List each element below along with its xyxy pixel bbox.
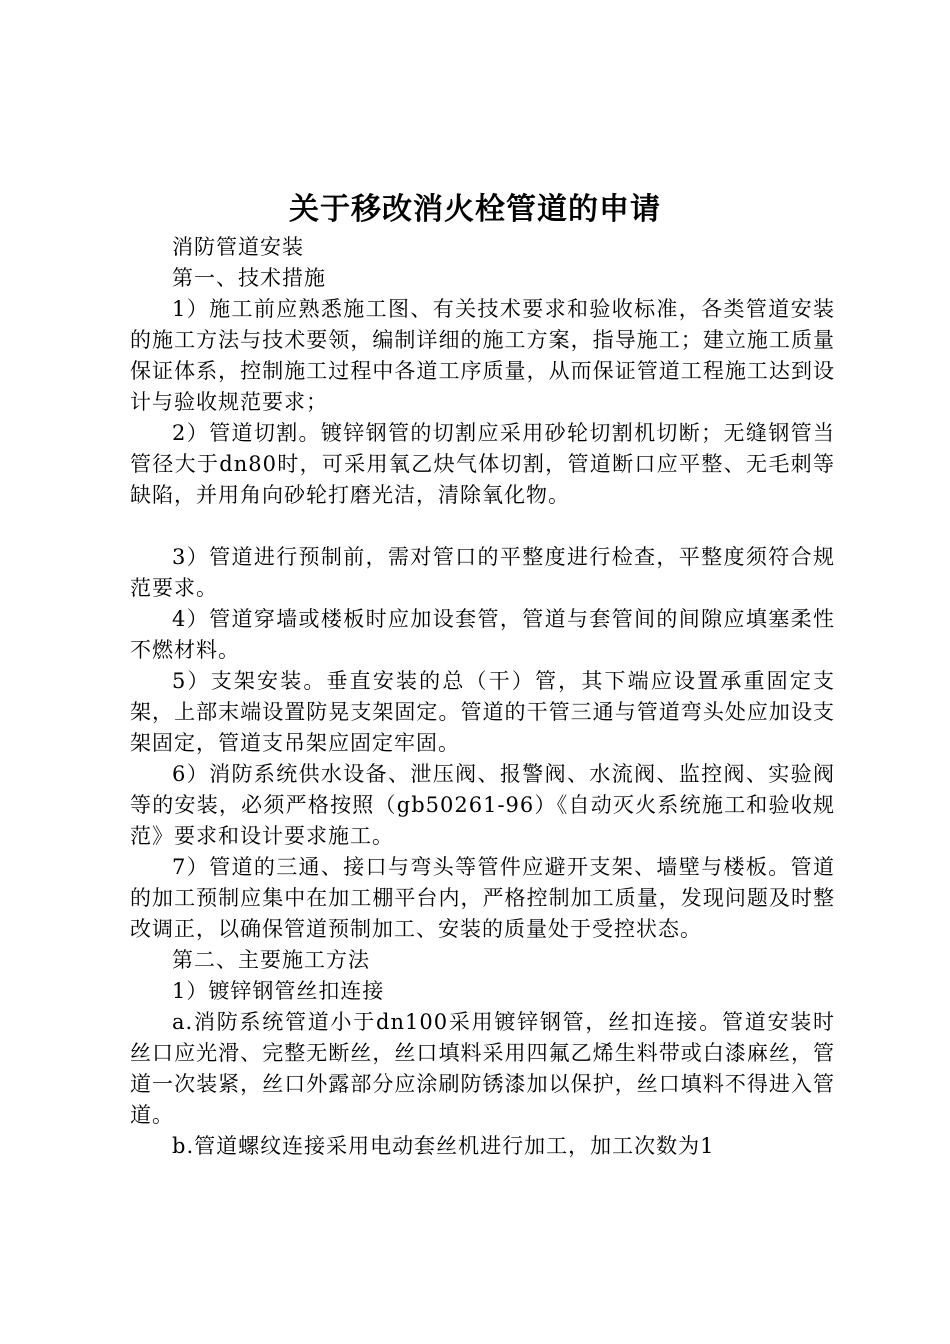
subsection-heading: 1）镀锌钢管丝扣连接 xyxy=(172,979,385,1003)
paragraph: 5）支架安装。垂直安装的总（干）管，其下端应设置承重固定支架，上部末端设置防晃支架固定。管道的干管三通与管道弯头处应加设支架固定，管道支吊架应固定牢固。 xyxy=(130,669,835,755)
paragraph: 6）消防系统供水设备、泄压阀、报警阀、水流阀、监控阀、实验阀等的安装，必须严格按照（gb50261-96）《自动灭火系统施工和验收规范》要求和设计要求施工。 xyxy=(130,762,835,848)
paragraph: 7）管道的三通、接口与弯头等管件应避开支架、墙壁与楼板。管道的加工预制应集中在加工棚平台内，严格控制加工质量，发现问题及时整改调正，以确保管道预制加工、安装的质量处于受控状态。 xyxy=(130,855,835,941)
paragraph: 1）施工前应熟悉施工图、有关技术要求和验收标准，各类管道安装的施工方法与技术要领，编制详细的施工方案，指导施工；建立施工质量保证体系，控制施工过程中各道工序质量，从而保证管道工程施工达到设计与验收规范要求； xyxy=(130,297,835,414)
section-heading: 第一、技术措施 xyxy=(172,266,326,290)
paragraph: b.管道螺纹连接采用电动套丝机进行加工，加工次数为1 xyxy=(172,1134,715,1158)
paragraph: a.消防系统管道小于dn100采用镀锌钢管，丝扣连接。管道安装时丝口应光滑、完整无断丝，丝口填料采用四氟乙烯生料带或白漆麻丝，管道一次装紧，丝口外露部分应涂刷防锈漆加以保护，丝口填料不得进入管道。 xyxy=(130,1010,835,1127)
paragraph: 3）管道进行预制前，需对管口的平整度进行检查，平整度须符合规范要求。 xyxy=(130,545,835,600)
blank-line xyxy=(130,511,835,542)
section-heading: 第二、主要施工方法 xyxy=(172,948,370,972)
paragraph-heading: 消防管道安装 xyxy=(172,235,304,259)
document-title: 关于移改消火栓管道的申请 xyxy=(289,192,661,227)
document-body xyxy=(130,232,835,1162)
paragraph: 4）管道穿墙或楼板时应加设套管，管道与套管间的间隙应填塞柔性不燃材料。 xyxy=(130,607,835,662)
paragraph: 2）管道切割。镀锌钢管的切割应采用砂轮切割机切断；无缝钢管当管径大于dn80时，可采用氧乙炔气体切割，管道断口应平整、无毛刺等缺陷，并用角向砂轮打磨光洁，清除氧化物。 xyxy=(130,421,835,507)
